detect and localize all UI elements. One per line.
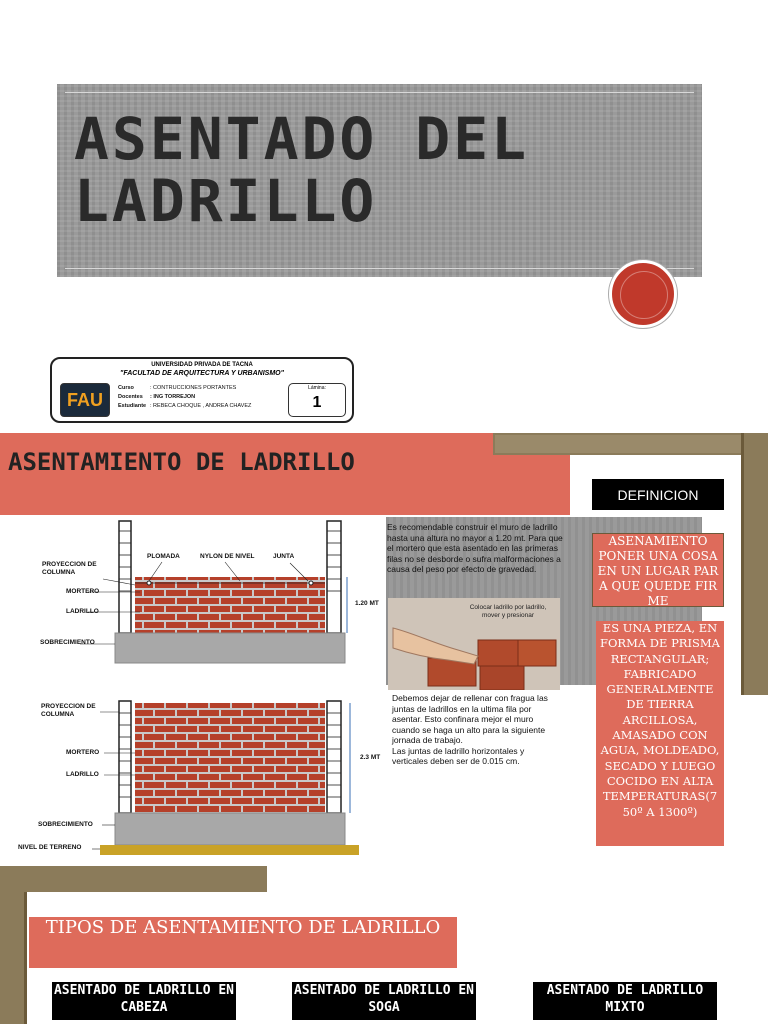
university-card: [50, 357, 354, 423]
lamina-number: 1: [312, 394, 322, 411]
page-title: [74, 105, 694, 235]
docentes-label: Docentes: [118, 394, 143, 400]
definition-ladrillo: [596, 621, 724, 846]
definicion-label-box: [592, 479, 724, 510]
tipo-item-soga: [292, 982, 476, 1020]
paragraph-1: Es recomendable construir el muro de ladrillo hasta una altura no mayor a 1.20 mt. Para que el mortero que esta asentado en las primeras filas no se desborde o sufra malformaciones a causa del peso por efecto de gravedad.: [387, 522, 563, 574]
label-nivel-terreno: NIVEL DE TERRENO: [18, 844, 82, 851]
brick-laying-photo: [388, 598, 560, 690]
curso-value: : CONTRUCCIONES PORTANTES: [150, 385, 237, 391]
tipo-item-mixto: [533, 982, 717, 1020]
label-plomada: PLOMADA: [147, 553, 180, 560]
olive-bar-right: [744, 433, 768, 695]
definicion-label: DEFINICION: [617, 486, 699, 503]
estudiante-value: : REBECA CHOQUE , ANDREA CHAVEZ: [150, 403, 252, 409]
olive-bar-left: [0, 866, 24, 1024]
university-name: UNIVERSIDAD PRIVADA DE TACNA: [151, 362, 253, 368]
olive-bar-left-edge: [24, 892, 27, 1024]
label-nylon: NYLON DE NIVEL: [200, 553, 255, 560]
estudiante-label: Estudiante: [118, 403, 147, 409]
olive-bar-highlight: [495, 435, 753, 453]
paragraph-2: Debemos dejar de rellenar con fragua las juntas de ladrillos en la ultima fila por asentar. Esto confinara mejor el muro cuando se haga un alto para la siguiente jornada de trabajo. Las juntas de ladrillo horizontales y verticales deben ser de 0.015 cm.: [392, 693, 548, 766]
label-ladrillo: LADRILLO: [66, 608, 99, 615]
decorative-circle: [609, 260, 677, 328]
label-sobrecimiento: SOBRECIMIENTO: [40, 639, 95, 646]
olive-bar-bottom: [0, 866, 267, 892]
tipos-heading-box: [29, 917, 457, 968]
tipos-heading: TIPOS DE ASENTAMIENTO DE LADRILLO: [45, 917, 441, 938]
tipo-item-cabeza: [52, 982, 236, 1020]
tipo-item-cabeza-label: ASENTADO DE LADRILLO EN CABEZA: [53, 983, 234, 1015]
title-line-2: LADRILLO: [74, 167, 378, 235]
lamina-label: Lámina:: [308, 385, 326, 391]
fau-logo: [60, 383, 110, 417]
lamina-box: [288, 383, 346, 417]
section-heading: ASENTAMIENTO DE LADRILLO: [8, 448, 355, 476]
label-sobrecimiento-2: SOBRECIMIENTO: [38, 821, 93, 828]
faculty-name: "FACULTAD DE ARQUITECTURA Y URBANISMO": [120, 370, 284, 377]
title-line-1: ASENTADO DEL: [74, 105, 530, 173]
label-proyeccion-columna: PROYECCION DE COLUMNA: [42, 561, 97, 576]
label-height-2: 2.3 MT: [360, 754, 381, 761]
label-proyeccion-columna-2: PROYECCION DE COLUMNA: [41, 703, 96, 718]
tipo-item-soga-label: ASENTADO DE LADRILLO EN SOGA: [293, 983, 474, 1015]
wall-diagram: [0, 517, 386, 859]
logo-text: FAU: [67, 389, 103, 410]
label-ladrillo-2: LADRILLO: [66, 771, 99, 778]
tipo-item-mixto-label: ASENTADO DE LADRILLO MIXTO: [546, 983, 704, 1015]
definition-ladrillo-text: ES UNA PIEZA, EN FORMA DE PRISMA RECTANGULAR; FABRICADO GENERALMENTE DE TIERRA ARCILLOSA, AMASADO CON AGUA, MOLDEADO, SECADO Y LUEGO COCIDO EN ALTA TEMPERATURAS(7 50º A 1300º): [600, 621, 720, 819]
olive-bar-edge: [741, 433, 744, 695]
label-height-1: 1.20 MT: [355, 600, 379, 607]
photo-caption: Colocar ladrillo por ladrillo, mover y presionar: [469, 604, 547, 619]
definition-asentamiento: [592, 533, 724, 607]
curso-label: Curso: [118, 385, 134, 391]
label-mortero-2: MORTERO: [66, 749, 100, 756]
label-junta: JUNTA: [273, 553, 295, 560]
docentes-value: : ING TORREJON: [150, 394, 196, 400]
definition-asentamiento-text: ASENAMIENTO PONER UNA COSA EN UN LUGAR PAR A QUE QUEDE FIR ME: [597, 534, 719, 608]
label-mortero: MORTERO: [66, 588, 100, 595]
